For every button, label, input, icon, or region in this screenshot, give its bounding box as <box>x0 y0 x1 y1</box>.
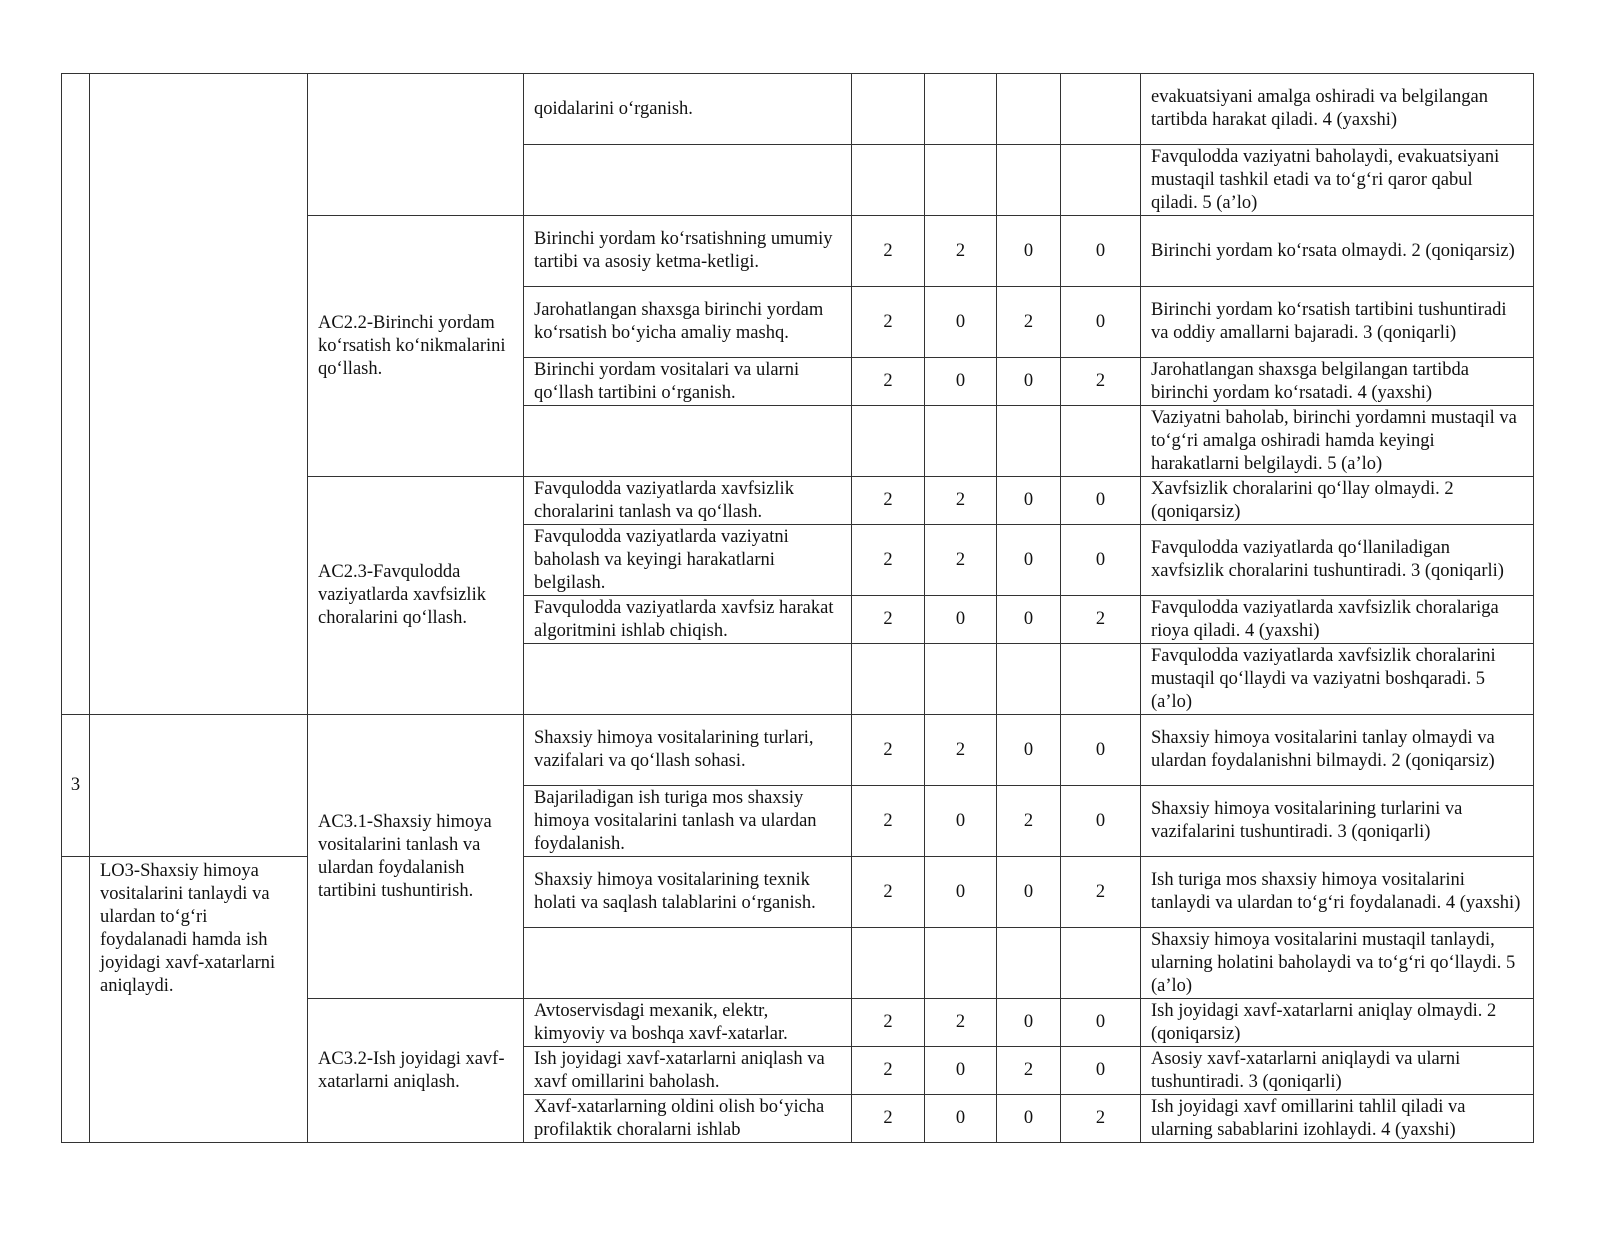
hours-cell <box>925 74 997 145</box>
hours-cell <box>997 928 1061 999</box>
hours-cell <box>1061 145 1141 216</box>
hours-cell: 0 <box>1061 715 1141 786</box>
hours-cell <box>1061 74 1141 145</box>
hours-cell: 0 <box>925 358 997 406</box>
hours-cell: 0 <box>997 1095 1061 1143</box>
criteria-cell: Favqulodda vaziyatlarda xavfsizlik choralarini mustaqil qo‘llaydi va vaziyatni boshqaradi. 5 (a’lo) <box>1141 644 1534 715</box>
hours-cell <box>925 928 997 999</box>
hours-cell: 0 <box>1061 216 1141 287</box>
hours-cell: 2 <box>997 1047 1061 1095</box>
criteria-cell: Birinchi yordam ko‘rsatish tartibini tushuntiradi va oddiy amallarni bajaradi. 3 (qoniqarli) <box>1141 287 1534 358</box>
hours-cell <box>852 644 925 715</box>
hours-cell <box>925 644 997 715</box>
hours-cell <box>852 406 925 477</box>
topic-cell: Birinchi yordam ko‘rsatishning umumiy tartibi va asosiy ketma-ketligi. <box>524 216 852 287</box>
ac-cell: AC3.1-Shaxsiy himoya vositalarini tanlash va ulardan foydalanish tartibini tushuntirish. <box>308 715 524 999</box>
hours-cell: 2 <box>852 596 925 644</box>
hours-cell: 0 <box>997 596 1061 644</box>
topic-cell <box>524 928 852 999</box>
lo-cell-top <box>90 715 308 857</box>
topic-cell: Ish joyidagi xavf-xatarlarni aniqlash va xavf omillarini baholash. <box>524 1047 852 1095</box>
hours-cell: 0 <box>997 477 1061 525</box>
hours-cell: 0 <box>1061 999 1141 1047</box>
topic-cell: Bajariladigan ish turiga mos shaxsiy himoya vositalarini tanlash va ulardan foydalanish. <box>524 786 852 857</box>
hours-cell <box>1061 644 1141 715</box>
table-row <box>62 74 1534 145</box>
hours-cell: 2 <box>852 1095 925 1143</box>
hours-cell: 2 <box>852 525 925 596</box>
hours-cell: 2 <box>925 715 997 786</box>
hours-cell: 0 <box>997 358 1061 406</box>
hours-cell: 0 <box>925 596 997 644</box>
topic-cell <box>524 644 852 715</box>
hours-cell: 0 <box>997 715 1061 786</box>
hours-cell <box>1061 406 1141 477</box>
criteria-cell: Xavfsizlik choralarini qo‘llay olmaydi. 2 (qoniqarsiz) <box>1141 477 1534 525</box>
hours-cell: 0 <box>925 1047 997 1095</box>
criteria-cell: evakuatsiyani amalga oshiradi va belgilangan tartibda harakat qiladi. 4 (yaxshi) <box>1141 74 1534 145</box>
hours-cell <box>1061 928 1141 999</box>
section-number: 3 <box>62 715 90 857</box>
hours-cell: 2 <box>852 477 925 525</box>
ac-cell: AC2.2-Birinchi yordam ko‘rsatish ko‘nikmalarini qo‘llash. <box>308 216 524 477</box>
hours-cell <box>997 145 1061 216</box>
criteria-cell: Shaxsiy himoya vositalarini tanlay olmaydi va ulardan foydalanishni bilmaydi. 2 (qoniqarsiz) <box>1141 715 1534 786</box>
criteria-cell: Ish turiga mos shaxsiy himoya vositalarini tanlaydi va ulardan to‘g‘ri foydalanadi. 4 (yaxshi) <box>1141 857 1534 928</box>
criteria-cell: Favqulodda vaziyatlarda xavfsizlik choralariga rioya qiladi. 4 (yaxshi) <box>1141 596 1534 644</box>
criteria-cell: Asosiy xavf-xatarlarni aniqlaydi va ularni tushuntiradi. 3 (qoniqarli) <box>1141 1047 1534 1095</box>
hours-cell: 2 <box>997 287 1061 358</box>
topic-cell: Shaxsiy himoya vositalarining texnik holati va saqlash talablarini o‘rganish. <box>524 857 852 928</box>
criteria-cell: Ish joyidagi xavf-xatarlarni aniqlay olmaydi. 2 (qoniqarsiz) <box>1141 999 1534 1047</box>
criteria-cell: Favqulodda vaziyatni baholaydi, evakuatsiyani mustaqil tashkil etadi va to‘g‘ri qaror qabul qiladi. 5 (a’lo) <box>1141 145 1534 216</box>
hours-cell: 2 <box>925 999 997 1047</box>
hours-cell: 0 <box>997 525 1061 596</box>
hours-cell: 2 <box>925 525 997 596</box>
ac-cell <box>308 74 524 216</box>
hours-cell: 2 <box>852 1047 925 1095</box>
hours-cell: 2 <box>852 715 925 786</box>
criteria-cell: Birinchi yordam ko‘rsata olmaydi. 2 (qoniqarsiz) <box>1141 216 1534 287</box>
topic-cell: qoidalarini o‘rganish. <box>524 74 852 145</box>
hours-cell <box>852 928 925 999</box>
topic-cell: Birinchi yordam vositalari va ularni qo‘llash tartibini o‘rganish. <box>524 358 852 406</box>
hours-cell: 0 <box>925 1095 997 1143</box>
hours-cell: 0 <box>925 857 997 928</box>
hours-cell: 0 <box>925 287 997 358</box>
lo-cell <box>90 74 308 715</box>
criteria-cell: Favqulodda vaziyatlarda qo‘llaniladigan xavfsizlik choralarini tushuntiradi. 3 (qoniqarli) <box>1141 525 1534 596</box>
number-cell <box>62 74 90 715</box>
hours-cell: 2 <box>1061 857 1141 928</box>
criteria-cell: Vaziyatni baholab, birinchi yordamni mustaqil va to‘g‘ri amalga oshiradi hamda keyingi harakatlarni belgilaydi. 5 (a’lo) <box>1141 406 1534 477</box>
hours-cell: 2 <box>925 477 997 525</box>
topic-cell: Favqulodda vaziyatlarda vaziyatni baholash va keyingi harakatlarni belgilash. <box>524 525 852 596</box>
hours-cell: 2 <box>1061 1095 1141 1143</box>
ac-cell: AC3.2-Ish joyidagi xavf-xatarlarni aniqlash. <box>308 999 524 1143</box>
topic-cell: Jarohatlangan shaxsga birinchi yordam ko‘rsatish bo‘yicha amaliy mashq. <box>524 287 852 358</box>
hours-cell <box>925 406 997 477</box>
hours-cell: 0 <box>997 216 1061 287</box>
hours-cell <box>997 406 1061 477</box>
hours-cell: 0 <box>1061 477 1141 525</box>
topic-cell: Favqulodda vaziyatlarda xavfsizlik choralarini tanlash va qo‘llash. <box>524 477 852 525</box>
topic-cell: Xavf-xatarlarning oldini olish bo‘yicha profilaktik choralarni ishlab <box>524 1095 852 1143</box>
criteria-cell: Shaxsiy himoya vositalarining turlarini va vazifalarini tushuntiradi. 3 (qoniqarli) <box>1141 786 1534 857</box>
criteria-cell: Shaxsiy himoya vositalarini mustaqil tanlaydi, ularning holatini baholaydi va to‘g‘ri qo‘llaydi. 5 (a’lo) <box>1141 928 1534 999</box>
topic-cell <box>524 145 852 216</box>
topic-cell: Shaxsiy himoya vositalarining turlari, vazifalari va qo‘llash sohasi. <box>524 715 852 786</box>
hours-cell: 0 <box>925 786 997 857</box>
hours-cell: 2 <box>852 857 925 928</box>
competency-table <box>61 73 1534 1143</box>
ac-cell: AC2.3-Favqulodda vaziyatlarda xavfsizlik choralarini qo‘llash. <box>308 477 524 715</box>
hours-cell: 2 <box>852 358 925 406</box>
hours-cell: 0 <box>1061 786 1141 857</box>
table-row <box>62 857 1534 928</box>
hours-cell <box>852 74 925 145</box>
hours-cell: 2 <box>852 216 925 287</box>
table-row <box>62 715 1534 786</box>
lo3-cell: LO3-Shaxsiy himoya vositalarini tanlaydi va ulardan to‘g‘ri foydalanadi hamda ish joyidagi xavf-xatarlarni aniqlaydi. <box>90 857 308 1143</box>
hours-cell: 2 <box>852 786 925 857</box>
hours-cell: 2 <box>852 999 925 1047</box>
number-cell-bottom <box>62 857 90 1143</box>
hours-cell: 0 <box>997 857 1061 928</box>
topic-cell: Favqulodda vaziyatlarda xavfsiz harakat algoritmini ishlab chiqish. <box>524 596 852 644</box>
hours-cell: 0 <box>997 999 1061 1047</box>
hours-cell <box>997 74 1061 145</box>
hours-cell: 2 <box>997 786 1061 857</box>
criteria-cell: Ish joyidagi xavf omillarini tahlil qiladi va ularning sabablarini izohlaydi. 4 (yaxshi) <box>1141 1095 1534 1143</box>
topic-cell <box>524 406 852 477</box>
hours-cell: 2 <box>925 216 997 287</box>
hours-cell: 2 <box>1061 358 1141 406</box>
hours-cell: 0 <box>1061 287 1141 358</box>
hours-cell <box>997 644 1061 715</box>
hours-cell <box>852 145 925 216</box>
hours-cell <box>925 145 997 216</box>
hours-cell: 0 <box>1061 525 1141 596</box>
topic-cell: Avtoservisdagi mexanik, elektr, kimyoviy va boshqa xavf-xatarlar. <box>524 999 852 1047</box>
hours-cell: 0 <box>1061 1047 1141 1095</box>
criteria-cell: Jarohatlangan shaxsga belgilangan tartibda birinchi yordam ko‘rsatadi. 4 (yaxshi) <box>1141 358 1534 406</box>
hours-cell: 2 <box>852 287 925 358</box>
hours-cell: 2 <box>1061 596 1141 644</box>
